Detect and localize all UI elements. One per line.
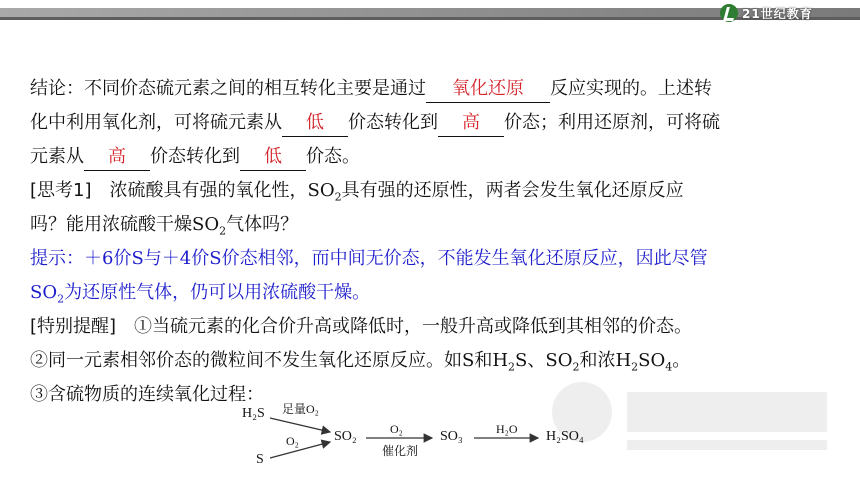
answer-blank-5: 低 (240, 144, 306, 171)
subscript: 2 (572, 360, 580, 374)
arrow-s-to-so2 (270, 442, 330, 458)
hint-line-2 (30, 276, 836, 310)
answer-blank-1: 氧化还原 (426, 76, 550, 103)
subscript: 2 (57, 292, 65, 306)
text: ③含硫物质的连续氧化过程： (30, 384, 264, 405)
answer-blank-4: 高 (84, 144, 150, 171)
species-s: S (256, 452, 264, 467)
hint-text: 为还原性气体，仍可以用浓硫酸干燥。 (64, 282, 371, 303)
label-catalyst: 催化剂 (382, 444, 419, 458)
sulfur-oxidation-diagram (238, 400, 618, 480)
special-tag: [特别提醒] (30, 316, 117, 337)
subscript: 2 (508, 360, 516, 374)
special-note-line-2 (30, 344, 836, 378)
conclusion-line-1 (30, 72, 836, 106)
think-question-line-1 (30, 174, 836, 208)
label-o2: O₂ (286, 434, 299, 448)
logo-runner-icon (720, 4, 738, 22)
subscript: 2 (219, 224, 227, 238)
hint-text: 提示：＋6价S与＋4价S价态相邻，而中间无价态，不能发生氧化还原反应，因此尽管 (30, 248, 708, 269)
text: 价态转化到 (348, 112, 438, 133)
text: S、SO (515, 350, 573, 371)
label-o2-2: O₂ (390, 422, 403, 436)
species-h2so4: H₂SO₄ (546, 429, 584, 444)
logo-text: 21世纪教育 (742, 6, 813, 21)
text: ①当硫元素的化合价升高或降低时，一般升高或降低到其相邻的价态。 (116, 316, 693, 337)
species-so3: SO₃ (440, 429, 463, 444)
answer-blank-3: 高 (438, 110, 504, 137)
top-banner (0, 0, 860, 34)
text: 结论：不同价态硫元素之间的相互转化主要是通过 (30, 78, 426, 99)
think-tag: [思考1] (30, 180, 92, 201)
text: 反应实现的。上述转 (550, 78, 712, 99)
text: SO (638, 350, 666, 371)
think-question-line-2 (30, 208, 836, 242)
hint-text: SO (30, 282, 58, 303)
conclusion-line-2 (30, 106, 836, 140)
text: 价态；利用还原剂，可将硫 (504, 112, 720, 133)
text: 价态转化到 (150, 146, 240, 167)
subscript: 2 (631, 360, 639, 374)
text: 价态。 (306, 146, 360, 167)
slide-content (30, 72, 836, 412)
site-logo (720, 3, 840, 23)
hint-line-1 (30, 242, 836, 276)
subscript: 4 (665, 360, 673, 374)
subscript: 2 (334, 190, 342, 204)
answer-blank-2: 低 (282, 110, 348, 137)
special-note-line-1 (30, 310, 836, 344)
text: 具有强的还原性，两者会发生氧化还原反应 (341, 180, 684, 201)
text: 和浓H (579, 350, 632, 371)
arrow-h2s-to-so2 (270, 418, 330, 432)
label-enough-o2: 足量O₂ (282, 402, 319, 416)
text: 化中利用氧化剂，可将硫元素从 (30, 112, 282, 133)
label-h2o: H₂O (496, 422, 518, 436)
text: 元素从 (30, 146, 84, 167)
text: 浓硫酸具有强的氧化性，SO (91, 180, 335, 201)
text: 吗？能用浓硫酸干燥SO (30, 214, 220, 235)
conclusion-line-3 (30, 140, 836, 174)
text: 。 (672, 350, 691, 371)
species-so2: SO₂ (334, 429, 357, 444)
species-h2s: H₂S (242, 406, 265, 421)
text: 气体吗？ (226, 214, 299, 235)
text: ②同一元素相邻价态的微粒间不发生氧化还原反应。如S和H (30, 350, 509, 371)
